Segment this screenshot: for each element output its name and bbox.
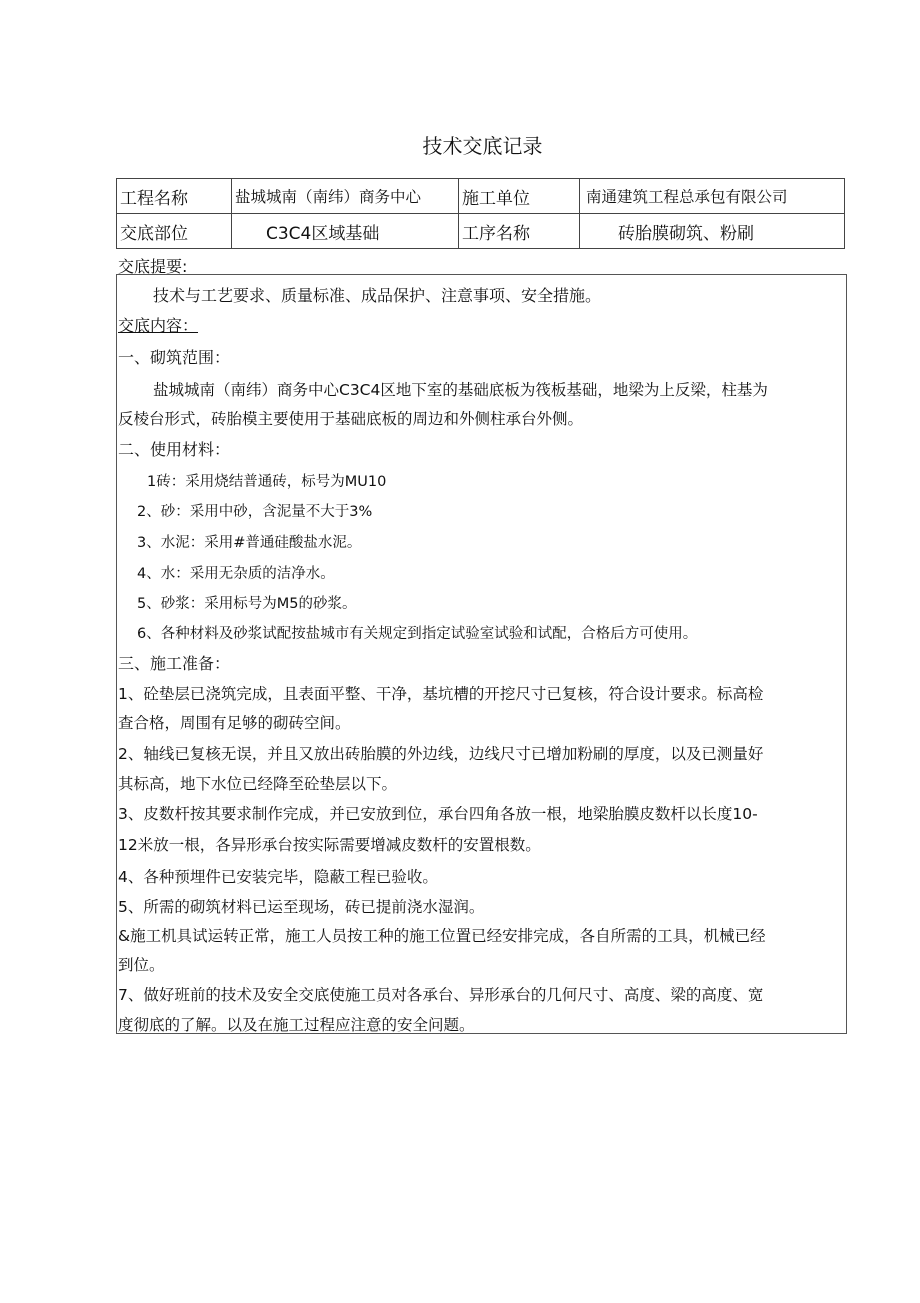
list-item: &施工机具试运转正常，施工人员按工种的施工位置已经安排完成，各自所需的工具，机械已经 bbox=[118, 927, 766, 945]
project-value: 盐城城南（南纬）商务中心 bbox=[232, 179, 459, 214]
list-item: 其标高，地下水位已经降至砼垫层以下。 bbox=[118, 775, 398, 793]
list-item: 4、各种预埋件已安装完毕，隐蔽工程已验收。 bbox=[118, 868, 438, 886]
list-item: 度彻底的了解。以及在施工过程应注意的安全问题。 bbox=[118, 1016, 475, 1034]
list-item: 3、皮数杆按其要求制作完成，并已安放到位，承台四角各放一根，地梁胎膜皮数杆以长度10- bbox=[118, 805, 758, 823]
paragraph-line: 反棱台形式，砖胎模主要使用于基础底板的周边和外侧柱承台外侧。 bbox=[118, 410, 584, 428]
header-table bbox=[116, 178, 845, 249]
list-item: 5、所需的砌筑材料已运至现场，砖已提前浇水湿润。 bbox=[118, 898, 485, 916]
list-item: 4、水：采用无杂质的洁净水。 bbox=[137, 566, 335, 582]
process-label: 工序名称 bbox=[459, 214, 580, 249]
list-item: 到位。 bbox=[118, 956, 165, 974]
summary-label: 交底提要: bbox=[118, 257, 188, 276]
part-value: C3C4区域基础 bbox=[232, 214, 459, 249]
unit-label: 施工单位 bbox=[459, 179, 580, 214]
summary-text: 技术与工艺要求、质量标准、成品保护、注意事项、安全措施。 bbox=[153, 286, 602, 305]
project-label: 工程名称 bbox=[117, 179, 232, 214]
list-item: 2、砂：采用中砂，含泥量不大于3% bbox=[137, 504, 373, 520]
list-item: 12米放一根，各异形承台按实际需要增减皮数杆的安置根数。 bbox=[118, 836, 541, 854]
process-value: 砖胎膜砌筑、粉刷 bbox=[580, 214, 845, 249]
list-item: 5、砂浆：采用标号为M5的砂浆。 bbox=[137, 596, 357, 612]
unit-value: 南通建筑工程总承包有限公司 bbox=[580, 179, 845, 214]
content-box bbox=[116, 274, 847, 1034]
section-heading: 三、施工准备： bbox=[118, 654, 231, 673]
list-item: 7、做好班前的技术及安全交底使施工员对各承台、异形承台的几何尺寸、高度、梁的高度、宽 bbox=[118, 986, 764, 1004]
list-item: 查合格，周围有足够的砌砖空间。 bbox=[118, 714, 351, 732]
list-item: 6、各种材料及砂浆试配按盐城市有关规定到指定试验室试验和试配，合格后方可使用。 bbox=[137, 626, 698, 642]
content-heading: 交底内容： bbox=[118, 316, 199, 335]
list-item: 1砖：采用烧结普通砖，标号为MU10 bbox=[147, 474, 387, 490]
section-heading: 二、使用材料： bbox=[118, 440, 231, 459]
list-item: 1、砼垫层已浇筑完成，且表面平整、干净，基坑槽的开挖尺寸已复核，符合设计要求。标高检 bbox=[118, 685, 764, 703]
page-title: 技术交底记录 bbox=[422, 134, 543, 158]
paragraph-line: 盐城城南（南纬）商务中心C3C4区地下室的基础底板为筏板基础，地梁为上反梁，柱基为 bbox=[153, 381, 768, 399]
section-heading: 一、砌筑范围： bbox=[118, 348, 231, 367]
list-item: 2、轴线已复核无误，并且又放出砖胎膜的外边线，边线尺寸已增加粉刷的厚度，以及已测量好 bbox=[118, 745, 764, 763]
list-item: 3、水泥：采用#普通硅酸盐水泥。 bbox=[137, 535, 362, 551]
part-label: 交底部位 bbox=[117, 214, 232, 249]
